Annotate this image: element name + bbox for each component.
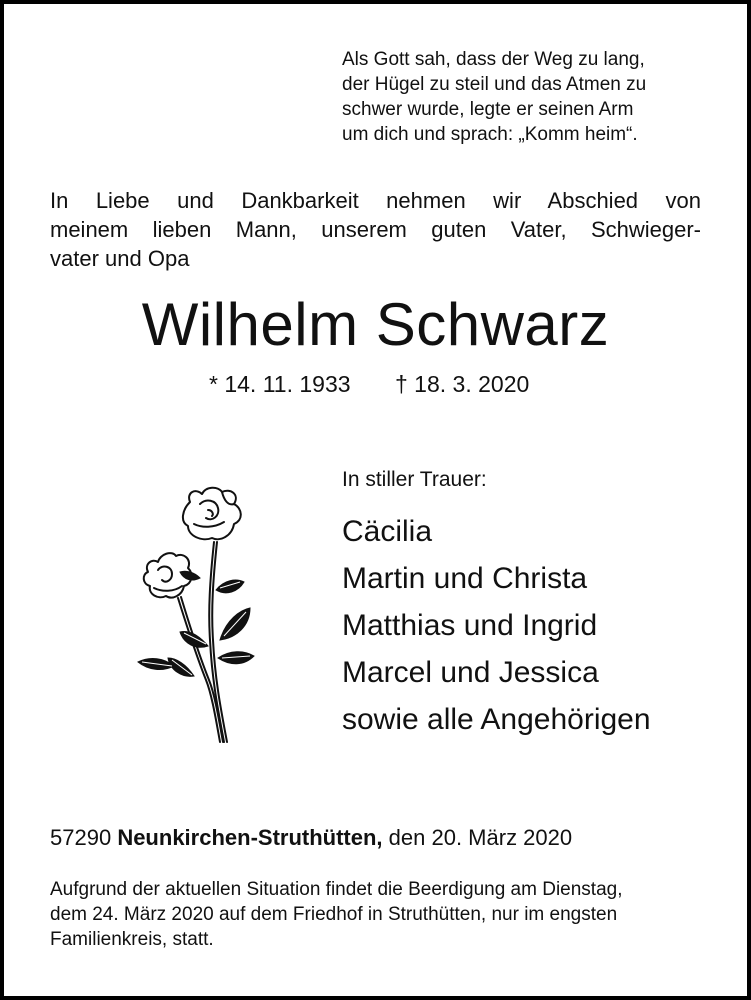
poem-line: schwer wurde, legte er seinen Arm (342, 99, 634, 120)
note-line: dem 24. März 2020 auf dem Friedhof in Struthütten, nur im engsten (50, 904, 618, 925)
death-date: † 18. 3. 2020 (395, 371, 530, 397)
poem-line: um dich und sprach: „Komm heim“. (342, 124, 638, 145)
poem-line: Als Gott sah, dass der Weg zu lang, (342, 49, 645, 70)
funeral-note (50, 877, 710, 952)
mourner-name: sowie alle Angehörigen (342, 703, 651, 736)
mourner-name: Cäcilia (342, 515, 433, 548)
town-name: Neunkirchen-Struthütten, (117, 825, 383, 850)
mourner-name: Matthias und Ingrid (342, 609, 598, 642)
mourning-heading: In stiller Trauer: (342, 468, 487, 491)
place-and-date (50, 823, 572, 853)
birth-date: * 14. 11. 1933 (209, 371, 351, 397)
postcode: 57290 (50, 825, 112, 850)
mourner-name: Martin und Christa (342, 562, 588, 595)
note-line: Familienkreis, statt. (50, 929, 214, 950)
note-line: Aufgrund der aktuellen Situation findet die Beerdigung am Dienstag, (50, 879, 623, 900)
intro-line: In Liebe und Dankbarkeit nehmen wir Abschied von (50, 188, 701, 213)
poem-verse (342, 47, 722, 147)
deceased-name: Wilhelm Schwarz (141, 291, 610, 358)
intro-line: meinem lieben Mann, unserem guten Vater, Schwieger- (50, 217, 701, 242)
intro-line: vater und Opa (50, 246, 190, 271)
farewell-intro (50, 186, 701, 273)
mourner-list (342, 508, 651, 743)
poem-line: der Hügel zu steil und das Atmen zu (342, 74, 647, 95)
rose-illustration-icon (128, 480, 268, 750)
notice-date: den 20. März 2020 (388, 825, 573, 850)
mourner-name: Marcel und Jessica (342, 656, 599, 689)
